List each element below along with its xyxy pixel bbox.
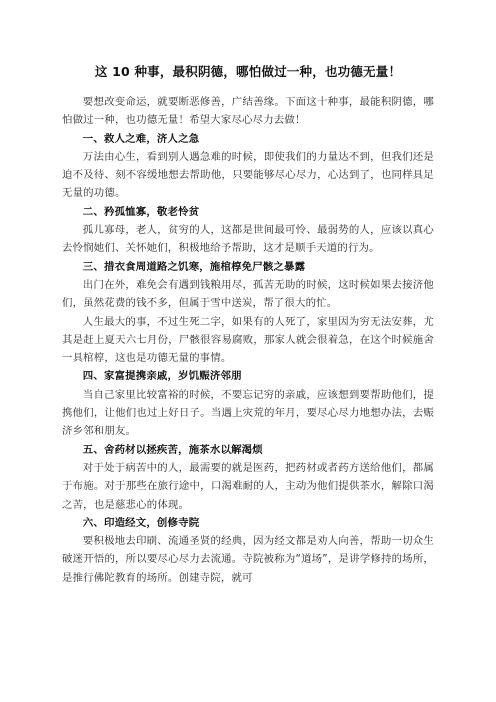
body-paragraph: 万法由心生，看到别人遇急难的时候，即使我们的力量达不到，但我们还是迫不及待、刻不容缓地想去帮助他，只要能够尽心尽力，心达到了，也同样具足无量的功德。	[62, 150, 434, 200]
body-paragraph: 人生最大的事，不过生死二字，如果有的人死了，家里因为穷无法安葬，尤其是赶上夏天六七月份，尸骸很容易腐败，那家人就会很着急，在这个时候施舍一具棺椁，这也是功德无量的事情。	[62, 315, 434, 365]
body-paragraph: 要想改变命运，就要断恶修善，广结善缘。下面这十种事，最能积阴德，哪怕做过一种，也功德无量！希望大家尽心尽力去做！	[62, 96, 434, 127]
section-heading: 三、措衣食周道路之饥寒，施棺椁免尸骸之暴露	[82, 260, 306, 273]
body-paragraph: 要积极地去印刷、流通圣贤的经典，因为经文都是劝人向善，帮助一切众生破迷开悟的，所以要尽心尽力去流通。寺院被称为“道场”，是讲学修持的场所，是推行佛陀教育的场所。创建寺院，就可	[62, 535, 434, 584]
section-heading: 二、矜孤恤寡，敬老怜贫	[82, 205, 200, 218]
document-body	[62, 93, 434, 587]
body-paragraph: 当自己家里比较富裕的时候，不要忘记穷的亲戚，应该想到要帮助他们，提携他们，让他们也过上好日子。当遇上灾荒的年月，要尽心尽力地想办法，去赈济乡邻和朋友。	[62, 388, 434, 438]
section-heading: 一、救人之难，济人之急	[82, 132, 200, 145]
body-paragraph: 出门在外，难免会有遇到钱粮用尽，孤苦无助的时候，这时候如果去接济他们，虽然花费的钱不多，但属于雪中送炭，帮了很大的忙。	[62, 278, 434, 310]
document-title: 这 10 种事，最积阴德，哪怕做过一种，也功德无量！	[94, 64, 402, 79]
body-paragraph: 孤儿寡母，老人，贫穷的人，这都是世间最可怜、最弱势的人，应该以真心去怜悯她们、关怀她们，积极地给予帮助，这才是顺手天道的行为。	[62, 224, 434, 255]
section-heading: 五、舍药材以拯疾苦，施茶水以解渴烦	[82, 443, 263, 456]
body-paragraph: 对于处于病苦中的人，最需要的就是医药，把药材或者药方送给他们，都属于布施。对于那些在旅行途中，口渴难耐的人，主动为他们提供茶水，解除口渴之苦，也是慈悲心的体现。	[62, 461, 434, 511]
section-heading: 四、家富提携亲戚，岁饥赈济邻朋	[82, 370, 242, 383]
section-heading: 六、印造经文，创修寺院	[82, 516, 200, 529]
